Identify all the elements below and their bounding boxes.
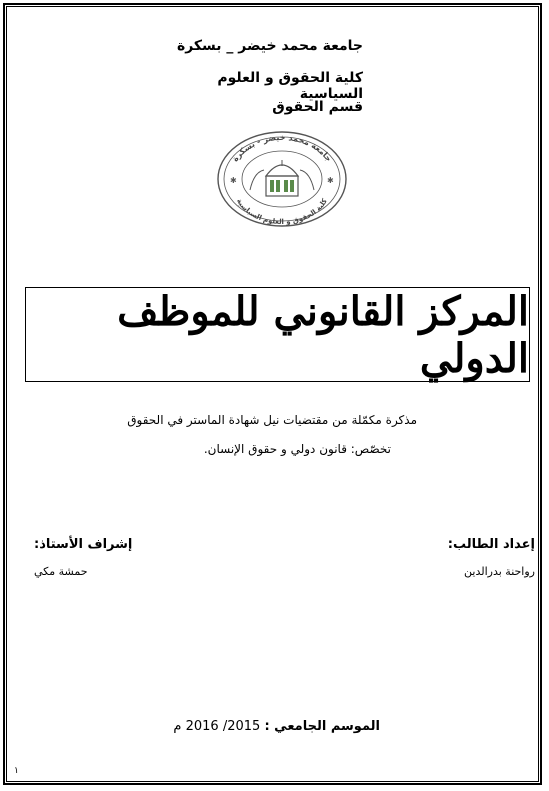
seal-bottom-text: كلية الحقوق و العلوم السياسية [235,197,329,227]
thesis-title: المركز القانوني للموظف الدولي [117,287,529,382]
university-seal-icon [216,130,348,228]
svg-text:جامعة محمد خيضر - بسكرة [230,133,333,164]
page-border [3,3,542,785]
inner-border [6,6,539,782]
thesis-note: مذكرة مكمّلة من مقتضيات نيل شهادة الماستر في الحقوق [127,413,417,427]
supervisor-label: إشراف الأستاذ: [34,537,133,552]
title-box [25,287,530,382]
academic-year-label: الموسم الجامعي : [264,719,380,734]
university-name: جامعة محمد خيضر _ بسكرة [176,38,363,54]
supervisor-name: حمشة مكي [34,565,88,578]
seal-ring-text: جامعة محمد خيضر - بسكرة [230,132,334,164]
specialization: تخصّص: قانون دولي و حقوق الإنسان. [203,442,391,456]
svg-text:✱: ✱ [230,176,237,185]
svg-text:✱: ✱ [327,176,334,185]
academic-year [173,719,380,734]
student-label: إعداد الطالب: [447,537,535,552]
student-name: رواحنة بدرالدين [464,565,535,578]
page-number: ١ [14,766,19,776]
department-name: قسم الحقوق [272,99,363,115]
faculty-name: كلية الحقوق و العلوم السياسية [217,70,363,102]
svg-text:كلية الحقوق و العلوم السياسية [235,197,329,227]
academic-year-value: 2015/ 2016 م [173,719,261,734]
